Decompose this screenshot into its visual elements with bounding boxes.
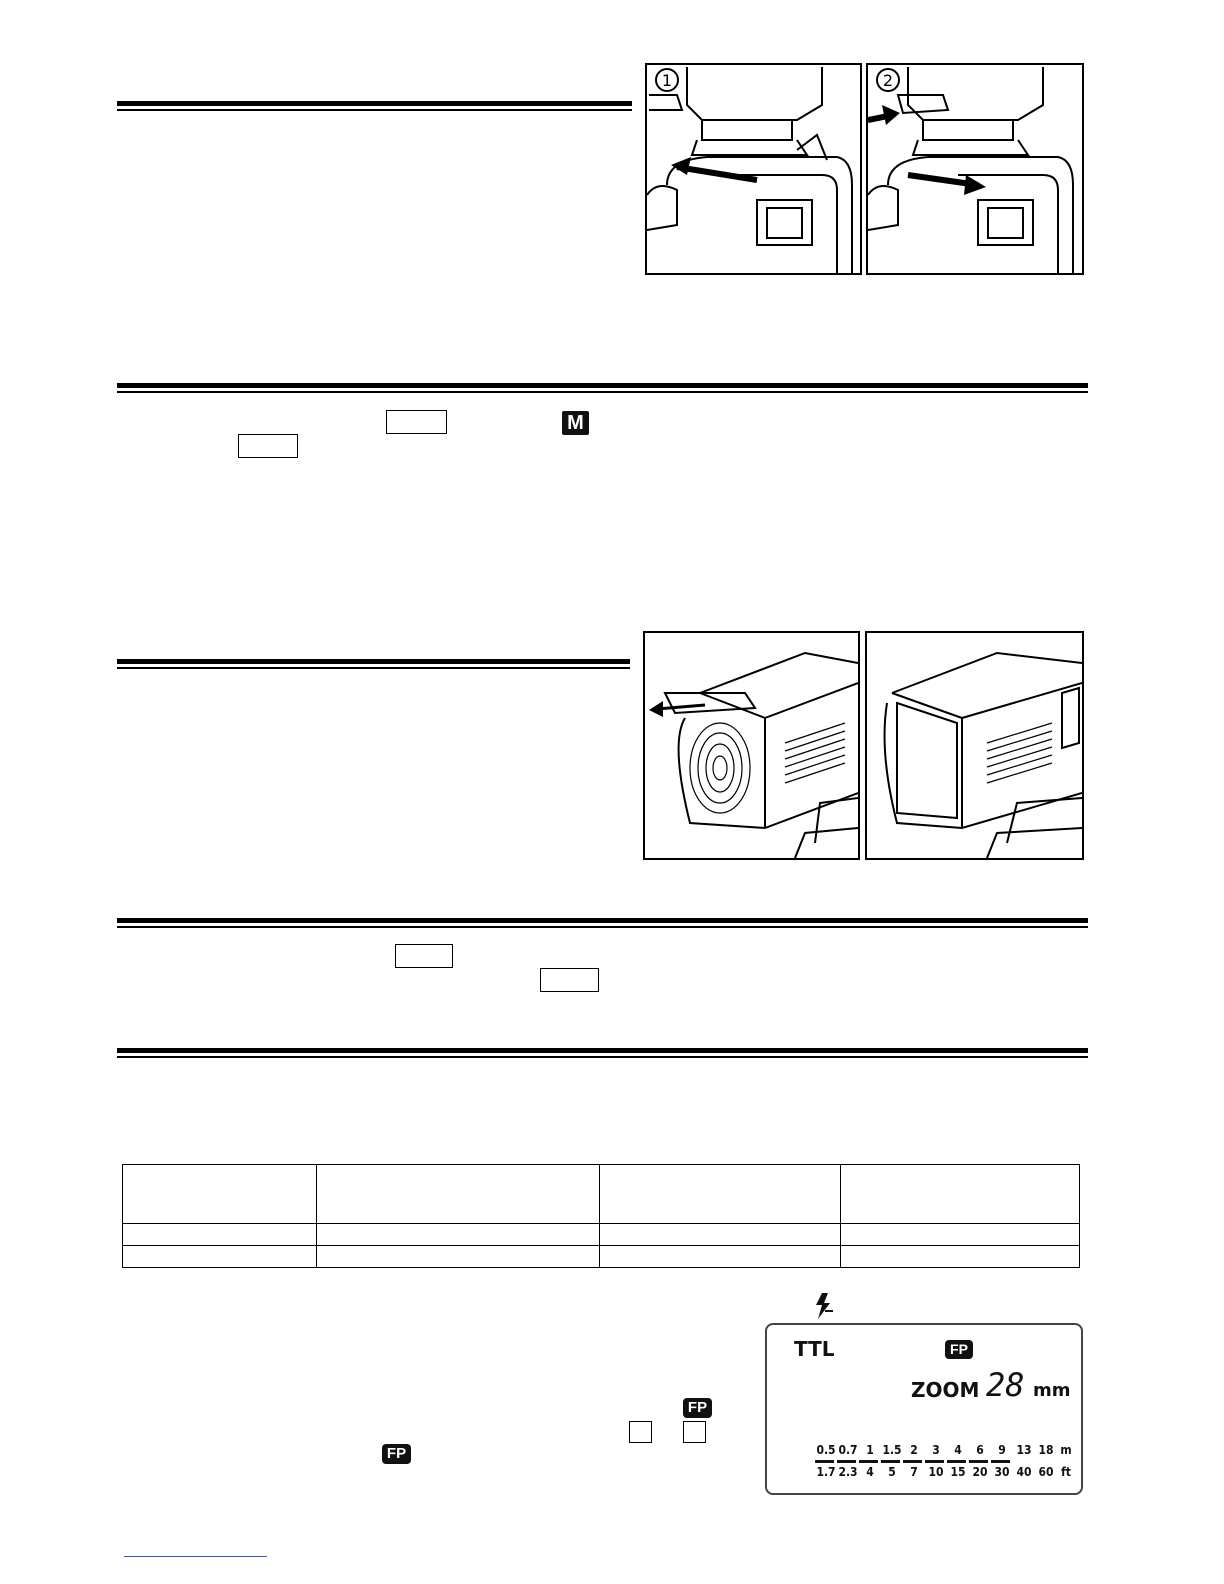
table-cell <box>841 1224 1080 1246</box>
section-rule-3 <box>117 659 630 669</box>
table-cell <box>841 1165 1080 1224</box>
table-cell <box>600 1246 841 1268</box>
mount-step-1-illustration <box>645 63 862 275</box>
flash-lock-drawing <box>868 65 1082 273</box>
feet-tick: 2.3 <box>838 1465 858 1479</box>
mount-step-2-illustration <box>866 63 1084 275</box>
feet-tick: 1.7 <box>816 1465 836 1479</box>
feet-tick: 10 <box>928 1465 944 1479</box>
lcd-zoom-value: 28 <box>986 1366 1025 1404</box>
feet-tick: 40 <box>1016 1465 1032 1479</box>
table-cell <box>123 1165 317 1224</box>
section-rule-5 <box>117 1048 1088 1058</box>
section-rule-1 <box>117 101 632 111</box>
meter-unit: m <box>1060 1443 1072 1457</box>
button-key-1 <box>386 410 447 434</box>
flash-ready-icon <box>814 1293 834 1319</box>
meter-tick: 0.7 <box>838 1443 858 1457</box>
table-header-row <box>123 1165 1080 1224</box>
meter-tick: 2 <box>910 1443 918 1457</box>
fp-icon-inline-2: FP <box>382 1444 411 1464</box>
table-cell <box>317 1165 600 1224</box>
meter-tick: 3 <box>932 1443 940 1457</box>
feet-tick: 15 <box>950 1465 966 1479</box>
meter-tick: 1.5 <box>882 1443 902 1457</box>
table-cell <box>123 1246 317 1268</box>
feet-tick: 5 <box>888 1465 896 1479</box>
lcd-zoom-label: ZOOM <box>911 1378 980 1402</box>
button-key-2 <box>238 434 298 458</box>
feet-tick: 60 <box>1038 1465 1054 1479</box>
lcd-panel <box>765 1323 1083 1495</box>
diffuser-pull-illustration <box>643 631 860 860</box>
feet-unit: ft <box>1061 1465 1071 1479</box>
button-key-3 <box>395 944 453 968</box>
table-cell <box>123 1224 317 1246</box>
flash-head-diffuser-drawing <box>645 633 858 858</box>
meter-tick: 13 <box>1016 1443 1032 1457</box>
lcd-scale-bars <box>815 1460 1013 1463</box>
lcd-feet-scale <box>815 1465 1075 1479</box>
lcd-meters-scale <box>815 1443 1075 1457</box>
table-cell <box>841 1246 1080 1268</box>
feet-tick: 30 <box>994 1465 1010 1479</box>
feet-tick: 4 <box>866 1465 874 1479</box>
step-1-number: 1 <box>661 71 673 90</box>
fp-icon-inline-1: FP <box>683 1398 712 1418</box>
flash-mount-drawing <box>647 65 860 273</box>
step-2-number: 2 <box>882 71 894 90</box>
section-rule-2 <box>117 383 1088 393</box>
table-cell <box>600 1224 841 1246</box>
table-cell <box>600 1165 841 1224</box>
button-key-4 <box>540 968 599 992</box>
meter-tick: 18 <box>1038 1443 1054 1457</box>
feet-tick: 20 <box>972 1465 988 1479</box>
table-cell <box>317 1246 600 1268</box>
lcd-fp-icon: FP <box>945 1340 973 1359</box>
meter-tick: 1 <box>866 1443 874 1457</box>
table-row <box>123 1224 1080 1246</box>
flash-head-wide-panel-drawing <box>867 633 1082 858</box>
diffuser-attached-illustration <box>865 631 1084 860</box>
meter-tick: 6 <box>976 1443 984 1457</box>
table-cell <box>317 1224 600 1246</box>
meter-tick: 4 <box>954 1443 962 1457</box>
small-box-2 <box>683 1421 706 1443</box>
small-box-1 <box>629 1421 652 1443</box>
specification-table <box>122 1164 1080 1268</box>
feet-tick: 7 <box>910 1465 918 1479</box>
meter-tick: 9 <box>998 1443 1006 1457</box>
meter-tick: 0.5 <box>816 1443 836 1457</box>
lcd-zoom-unit: mm <box>1033 1380 1071 1401</box>
footer-link-underline[interactable] <box>124 1556 267 1557</box>
table-row <box>123 1246 1080 1268</box>
section-rule-4 <box>117 918 1088 928</box>
lcd-mode-ttl: TTL <box>794 1337 835 1361</box>
manual-mode-icon: M <box>562 411 589 435</box>
